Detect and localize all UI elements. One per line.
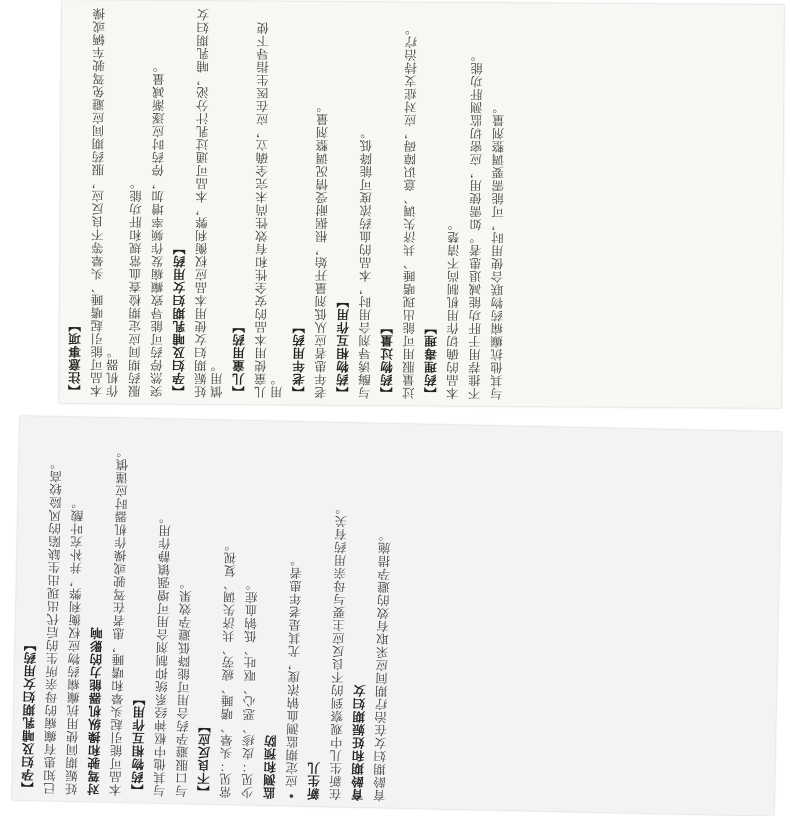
leaflet-line: 老年患者应从低剂量开始，根据耐受情况调整剂量。 — [313, 99, 331, 399]
leaflet-line: 常见：头晕、嗜睡、疲劳、共济失调、复视。 — [218, 538, 239, 799]
leaflet-line: 育龄期妇女在治疗期间应采取有效的避孕措施。 — [372, 528, 393, 802]
leaflet-sheet-top — [59, 0, 784, 408]
leaflet-line: 育龄期和妊娠期妇女 — [350, 684, 368, 802]
leaflet-line: 【药物过量】 — [379, 321, 395, 400]
leaflet-line: 儿童使用本品的安全性和有效性尚未完全确立，应在医生指导下使用。 — [253, 21, 285, 399]
leaflet-line: 在新生儿中观察到的不良反应主要与母亲用药有关。 — [328, 501, 350, 801]
leaflet-line: 【药物相互作用】 — [130, 692, 148, 797]
leaflet-line: 【老年用药】 — [291, 320, 307, 399]
leaflet-line: 监测和预防 — [262, 734, 279, 800]
leaflet-sheet-top-content — [59, 0, 784, 408]
leaflet-line: 对驾驶和操纵机器能力的影响 — [86, 626, 105, 796]
leaflet-line: 【注意事项】 — [67, 319, 83, 398]
leaflet-line: 与其他抗癫痫药物联合使用时，可能需要调整剂量。 — [489, 100, 507, 401]
leaflet-text-columns — [67, 6, 776, 402]
leaflet-line: 与其他中枢神经系统抑制剂合用可增强镇静作用。 — [152, 510, 174, 798]
leaflet-line: 【儿童用药】 — [231, 320, 247, 399]
leaflet-line: 已知患有癫痫的母亲所生的后代出现出生缺陷的风险较高。 — [42, 456, 65, 795]
leaflet-line: 【药理毒理】 — [423, 321, 439, 400]
leaflet-line: 过量服用可能出现嗜睡、共济失调、意识障碍，应对症支持治疗。 — [401, 22, 419, 400]
leaflet-line: • 应定期监测血钠浓度，尤其是老年患者。 — [284, 428, 308, 800]
leaflet-line: 【药物相互作用】 — [335, 294, 351, 400]
leaflet-line: 新生儿 — [306, 761, 322, 801]
leaflet-sheet-bottom — [12, 416, 782, 816]
leaflet-line: 【不良反应】 — [196, 719, 213, 799]
leaflet-line: 【孕妇及哺乳期妇女用药】 — [20, 638, 39, 795]
leaflet-line: 本品可能引起头晕和嗜睡，患者在驾驶或操作机器时应谨慎。 — [108, 445, 131, 797]
leaflet-line: 不推荐用于肝功能减退患者。如需使用，应密切监测肝功能。 — [467, 48, 485, 400]
leaflet-line: 本品可能引起嗜睡、头晕等不良反应，服药期间应避免驾驶车辆或操作机器。 — [89, 7, 121, 398]
leaflet-line: 少见：皮疹、恶心、呕吐、低钠血症。 — [240, 577, 260, 800]
leaflet-line: 【孕妇及哺乳期妇女用药】 — [171, 241, 188, 398]
leaflet-text-columns — [20, 422, 774, 810]
leaflet-line: 服药期间应定期检查血常规和肝功能。 — [127, 176, 144, 398]
leaflet-line: 妊娠期妇女使用本品应权衡利弊，本品可通过乳汁分泌，哺乳期妇女慎用。 — [193, 7, 225, 399]
leaflet-line: 与口服避孕药合用可能降低避孕效果。 — [174, 576, 194, 798]
leaflet-line: 妊娠期间使用抗癫痫药物应权衡利弊，并补充叶酸。 — [64, 496, 86, 796]
leaflet-line: 突然停药可能导致癫痫发作频率增加，停药时应逐渐减量。 — [149, 59, 167, 398]
leaflet-sheet-bottom-content — [12, 416, 782, 816]
leaflet-line: 与酶诱导剂合用时，本品的血药浓度可能降低。 — [357, 126, 375, 400]
leaflet-line: 本品的确切作用机制尚不清楚。 — [445, 217, 462, 400]
